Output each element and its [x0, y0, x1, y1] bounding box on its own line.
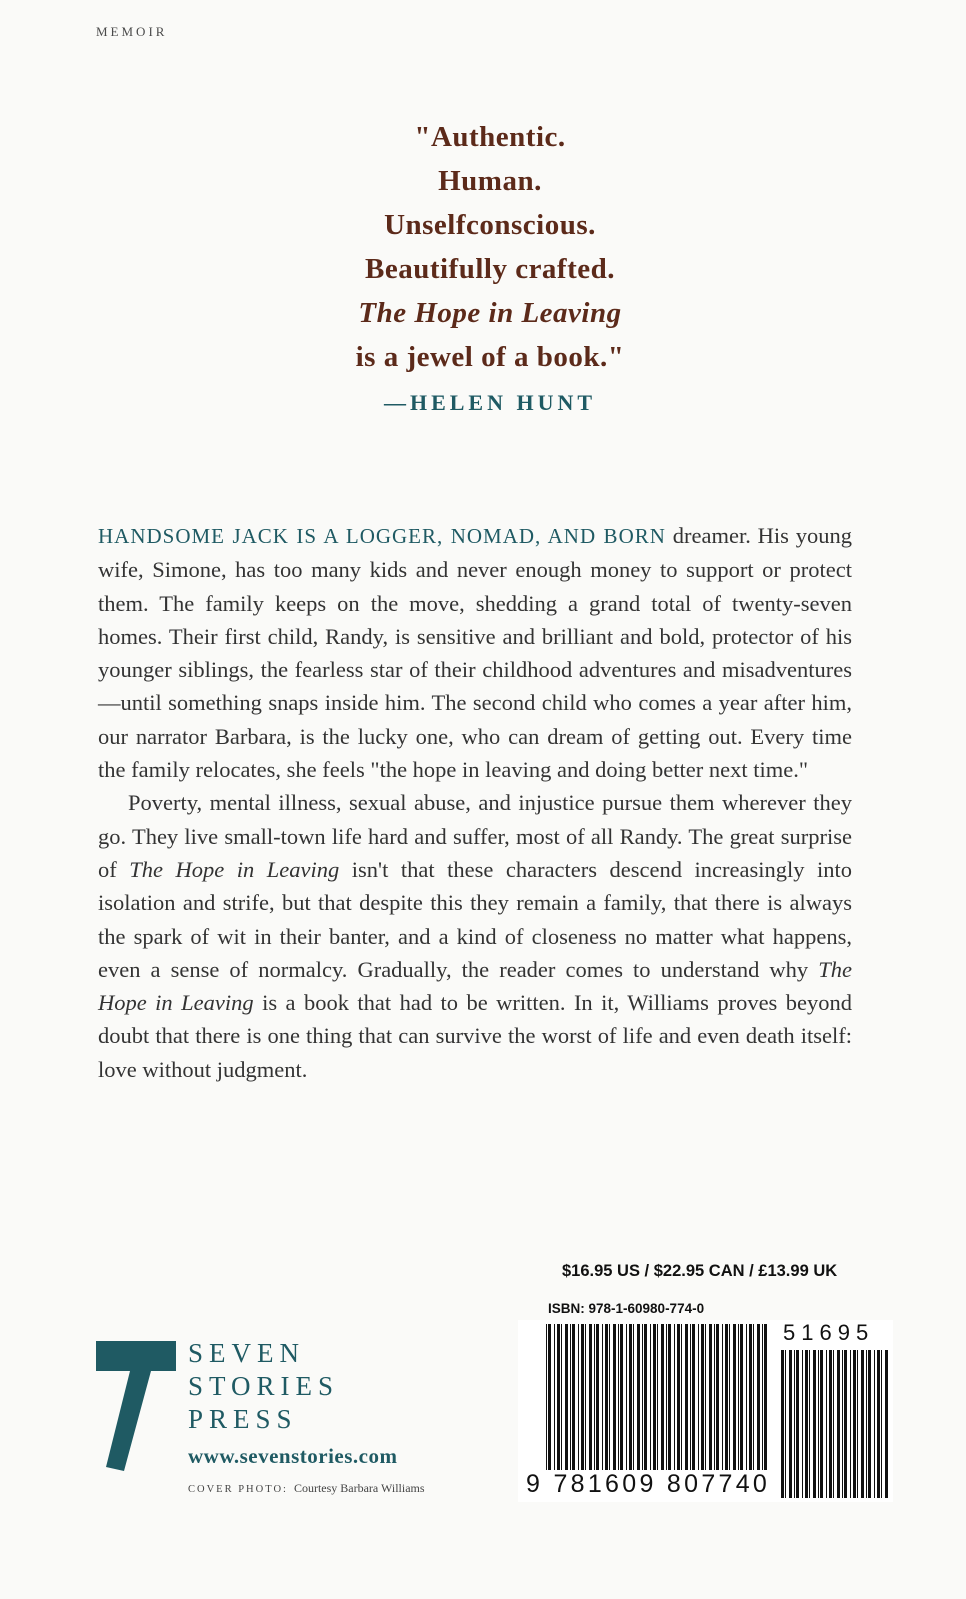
barcode-bar	[674, 1324, 675, 1470]
publisher-name-line: PRESS	[188, 1404, 298, 1434]
barcode-bar	[725, 1324, 728, 1470]
barcode-bar	[666, 1324, 667, 1470]
barcode-bar	[789, 1350, 792, 1498]
barcode-addon-digits: 51695	[783, 1320, 875, 1345]
barcode-bar	[585, 1324, 586, 1470]
quote-attribution: —HELEN HUNT	[383, 390, 597, 415]
barcode-bar	[753, 1324, 754, 1470]
barcode-bar	[794, 1350, 795, 1498]
barcode-bar	[868, 1350, 871, 1498]
barcode-bar	[833, 1350, 834, 1498]
barcode-bar	[572, 1324, 575, 1470]
barcode-bar	[633, 1324, 634, 1470]
barcode-bar	[589, 1324, 592, 1470]
barcode-bar	[874, 1350, 875, 1498]
barcode-bar	[853, 1350, 856, 1498]
barcode-bar	[746, 1324, 747, 1470]
barcode-bar	[637, 1324, 640, 1470]
barcode-bar	[757, 1324, 760, 1470]
seven-logo-icon	[96, 1341, 176, 1471]
barcode-bar	[826, 1350, 827, 1498]
barcode-bar	[609, 1324, 610, 1470]
barcode-bar	[668, 1324, 671, 1470]
barcode-bar	[813, 1350, 816, 1498]
barcode-bar	[690, 1324, 691, 1470]
description-text: isn't that these characters descend increasingly into isolation and strife, but that despite this they remain a family, that there is always the spark of wit in their banter, and a kind of closeness no matter what happens, even a sense of normalcy. Gradually, the reader comes to understand why	[98, 856, 852, 982]
description-lead-in: HANDSOME JACK IS A LOGGER, NOMAD, AND BORN	[98, 524, 666, 548]
barcode-bar	[729, 1324, 730, 1470]
barcode-bar	[885, 1350, 888, 1498]
barcode-bar	[602, 1324, 603, 1470]
publisher-name-line: SEVEN	[188, 1338, 305, 1368]
barcode-bar	[642, 1324, 643, 1470]
barcode-bar	[581, 1324, 584, 1470]
barcode-bar	[881, 1350, 882, 1498]
barcode-bar	[781, 1350, 784, 1498]
barcode-bar	[692, 1324, 695, 1470]
barcode-bar	[796, 1350, 799, 1498]
publisher-website: www.sevenstories.com	[188, 1444, 398, 1468]
barcode	[518, 1320, 893, 1502]
description-text: Poverty, mental illness, sexual abuse, and injustice pursue them wherever they go. They live small-town life hard and suffer, most of all Randy. The great surprise of	[98, 790, 852, 882]
barcode-bar	[548, 1324, 551, 1470]
barcode-bar	[561, 1324, 562, 1470]
barcode-bar	[685, 1324, 688, 1470]
quote-line: Beautifully crafted.	[364, 253, 615, 285]
barcode-bar	[570, 1324, 571, 1470]
barcode-bar	[716, 1324, 719, 1470]
barcode-bar	[714, 1324, 715, 1470]
book-title-italic: The Hope in Leaving	[129, 856, 340, 882]
barcode-bar	[677, 1324, 680, 1470]
cover-photo-credit	[188, 1481, 425, 1496]
description-text: dreamer. His young wife, Simone, has too many kids and never enough money to support or protect them. The family keeps on the move, shedding a grand total of twenty-seven homes. Their first child, Randy, is sensitive and brilliant and bold, protector of his younger siblings, the fearless star of their childhood adventures and misadventures—until something snaps inside him. The second child who comes a year after him, our narrator Barbara, is the lucky one, who can dream of getting out. Every time the family relocates, she feels "the hope in leaving and doing better next time."	[98, 523, 853, 783]
barcode-bar	[705, 1324, 706, 1470]
price-label: $16.95 US / $22.95 CAN / £13.99 UK	[562, 1262, 838, 1280]
barcode-bar	[605, 1324, 608, 1470]
credit-text: Courtesy Barbara Williams	[293, 1481, 425, 1495]
quote-line: "Authentic.	[414, 121, 566, 153]
barcode-bar	[844, 1350, 847, 1498]
barcode-bar	[820, 1350, 823, 1498]
book-description	[98, 519, 852, 1086]
credit-label: COVER PHOTO:	[188, 1484, 288, 1495]
quote-line-book-title: The Hope in Leaving	[358, 297, 622, 329]
barcode-bar	[613, 1324, 616, 1470]
barcode-bar	[653, 1324, 656, 1470]
barcode-bar	[740, 1324, 743, 1470]
barcode-bar	[620, 1324, 623, 1470]
barcode-bar	[596, 1324, 599, 1470]
barcode-bar	[809, 1350, 810, 1498]
barcode-bar	[578, 1324, 579, 1470]
barcode-bar	[709, 1324, 712, 1470]
barcode-bar	[626, 1324, 627, 1470]
barcode-bar	[802, 1350, 803, 1498]
barcode-bar	[805, 1350, 808, 1498]
barcode-bar	[661, 1324, 664, 1470]
barcode-bar	[722, 1324, 723, 1470]
barcode-bar	[749, 1324, 752, 1470]
barcode-bar	[681, 1324, 682, 1470]
barcode-digits: 9 781609 807740	[526, 1470, 771, 1498]
barcode-bar	[657, 1324, 658, 1470]
barcode-bar	[546, 1324, 547, 1470]
barcode-bar	[650, 1324, 651, 1470]
barcode-bar	[818, 1350, 819, 1498]
barcode-bar	[738, 1324, 739, 1470]
endorsement-quote	[280, 115, 700, 425]
barcode-bar	[565, 1324, 568, 1470]
barcode-bar	[701, 1324, 704, 1470]
description-text: is a book that had to be written. In it, Williams proves beyond doubt that there is one thing that can survive the worst of life and even death itself: love without judgment.	[98, 990, 852, 1082]
barcode-bar	[785, 1350, 786, 1498]
publisher-name-line: STORIES	[188, 1371, 340, 1401]
barcode-bar	[554, 1324, 555, 1470]
quote-line: Unselfconscious.	[384, 209, 596, 241]
barcode-bar	[557, 1324, 560, 1470]
category-label: MEMOIR	[96, 24, 168, 39]
barcode-bar	[594, 1324, 595, 1470]
barcode-bar	[733, 1324, 736, 1470]
barcode-bar	[644, 1324, 647, 1470]
barcode-bar	[837, 1350, 840, 1498]
barcode-bar	[762, 1324, 763, 1470]
description-paragraph	[98, 786, 852, 1086]
book-title-italic: The Hope in Leaving	[98, 956, 852, 1016]
barcode-bar	[842, 1350, 843, 1498]
barcode-bar	[618, 1324, 619, 1470]
publisher-name	[188, 1337, 339, 1436]
barcode-bar	[850, 1350, 851, 1498]
barcode-bar	[829, 1350, 832, 1498]
barcode-bar	[861, 1350, 864, 1498]
barcode-bar	[857, 1350, 858, 1498]
barcode-bar	[764, 1324, 767, 1470]
quote-line: Human.	[438, 165, 542, 197]
isbn-label: ISBN: 978-1-60980-774-0	[548, 1301, 705, 1316]
barcode-bar	[866, 1350, 867, 1498]
barcode-bar	[629, 1324, 632, 1470]
quote-line: is a jewel of a book."	[355, 341, 625, 373]
barcode-bar	[698, 1324, 699, 1470]
description-paragraph	[98, 519, 852, 786]
barcode-bar	[877, 1350, 880, 1498]
